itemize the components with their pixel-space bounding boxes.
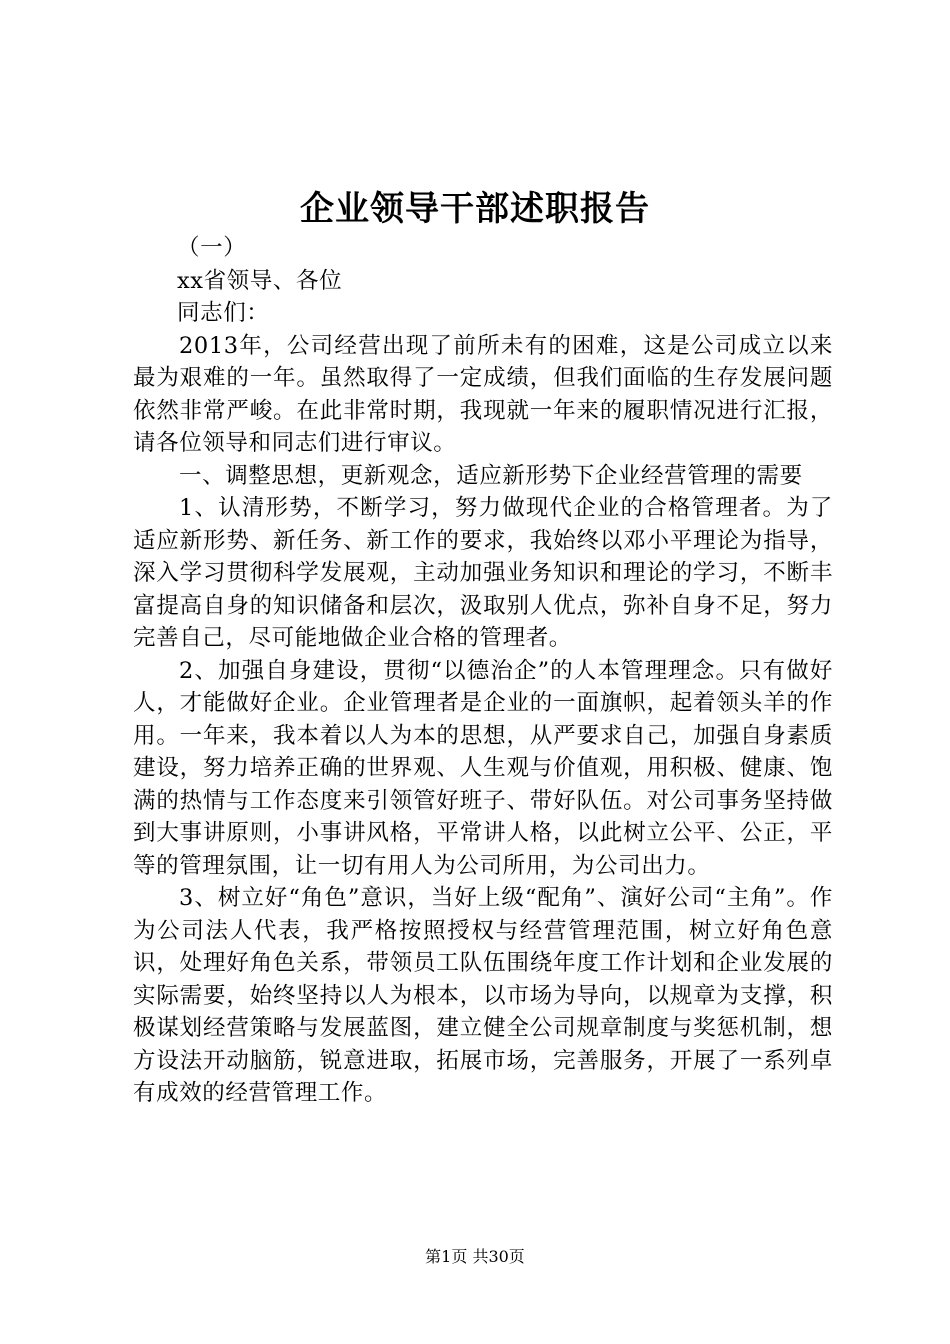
paragraph-point-2: 2、加强自身建设，贯彻“以德治企”的人本管理理念。只有做好人，才能做好企业。企业管理者是企业的一面旗帜，起着领头羊的作用。一年来，我本着以人为本的思想，从严要求自己，加强自身素质建设，努力培养正确的世界观、人生观与价值观，用积极、健康、饱满的热情与工作态度来引领管好班子、带好队伍。对公司事务坚持做到大事讲原则，小事讲风格，平常讲人格，以此树立公平、公正，平等的管理氛围，让一切有用人为公司所用，为公司出力。 (133, 657, 833, 879)
document-title: 企业领导干部述职报告 (300, 189, 650, 229)
paragraph-point-1: 1、认清形势，不断学习，努力做现代企业的合格管理者。为了适应新形势、新任务、新工作的要求，我始终以邓小平理论为指导，深入学习贯彻科学发展观，主动加强业务知识和理论的学习，不断丰富提高自身的知识储备和层次，汲取别人优点，弥补自身不足，努力完善自己，尽可能地做企业合格的管理者。 (133, 495, 833, 651)
subtitle: （一） (177, 235, 247, 261)
salutation-line-2: 同志们： (177, 300, 270, 326)
paragraph-intro: 2013年，公司经营出现了前所未有的困难，这是公司成立以来最为艰难的一年。虽然取得了一定成绩，但我们面临的生存发展问题依然非常严峻。在此非常时期，我现就一年来的履职情况进行汇报，请各位领导和同志们进行审议。 (133, 332, 833, 456)
section-heading: 一、调整思想，更新观念，适应新形势下企业经营管理的需要 (179, 462, 803, 489)
page-number-footer: 第1页 共30页 (425, 1247, 525, 1266)
document-body (133, 232, 833, 1110)
paragraph-point-3: 3、树立好“角色”意识，当好上级“配角”、演好公司“主角”。作为公司法人代表，我严格按照授权与经营管理范围，树立好角色意识，处理好角色关系，带领员工队伍围绕年度工作计划和企业发展的实际需要，始终坚持以人为根本，以市场为导向，以规章为支撑，积极谋划经营策略与发展蓝图，建立健全公司规章制度与奖惩机制，想方设法开动脑筋，锐意进取，拓展市场，完善服务，开展了一系列卓有成效的经营管理工作。 (133, 885, 833, 1106)
salutation-line-1: xx省领导、各位 (177, 267, 343, 294)
